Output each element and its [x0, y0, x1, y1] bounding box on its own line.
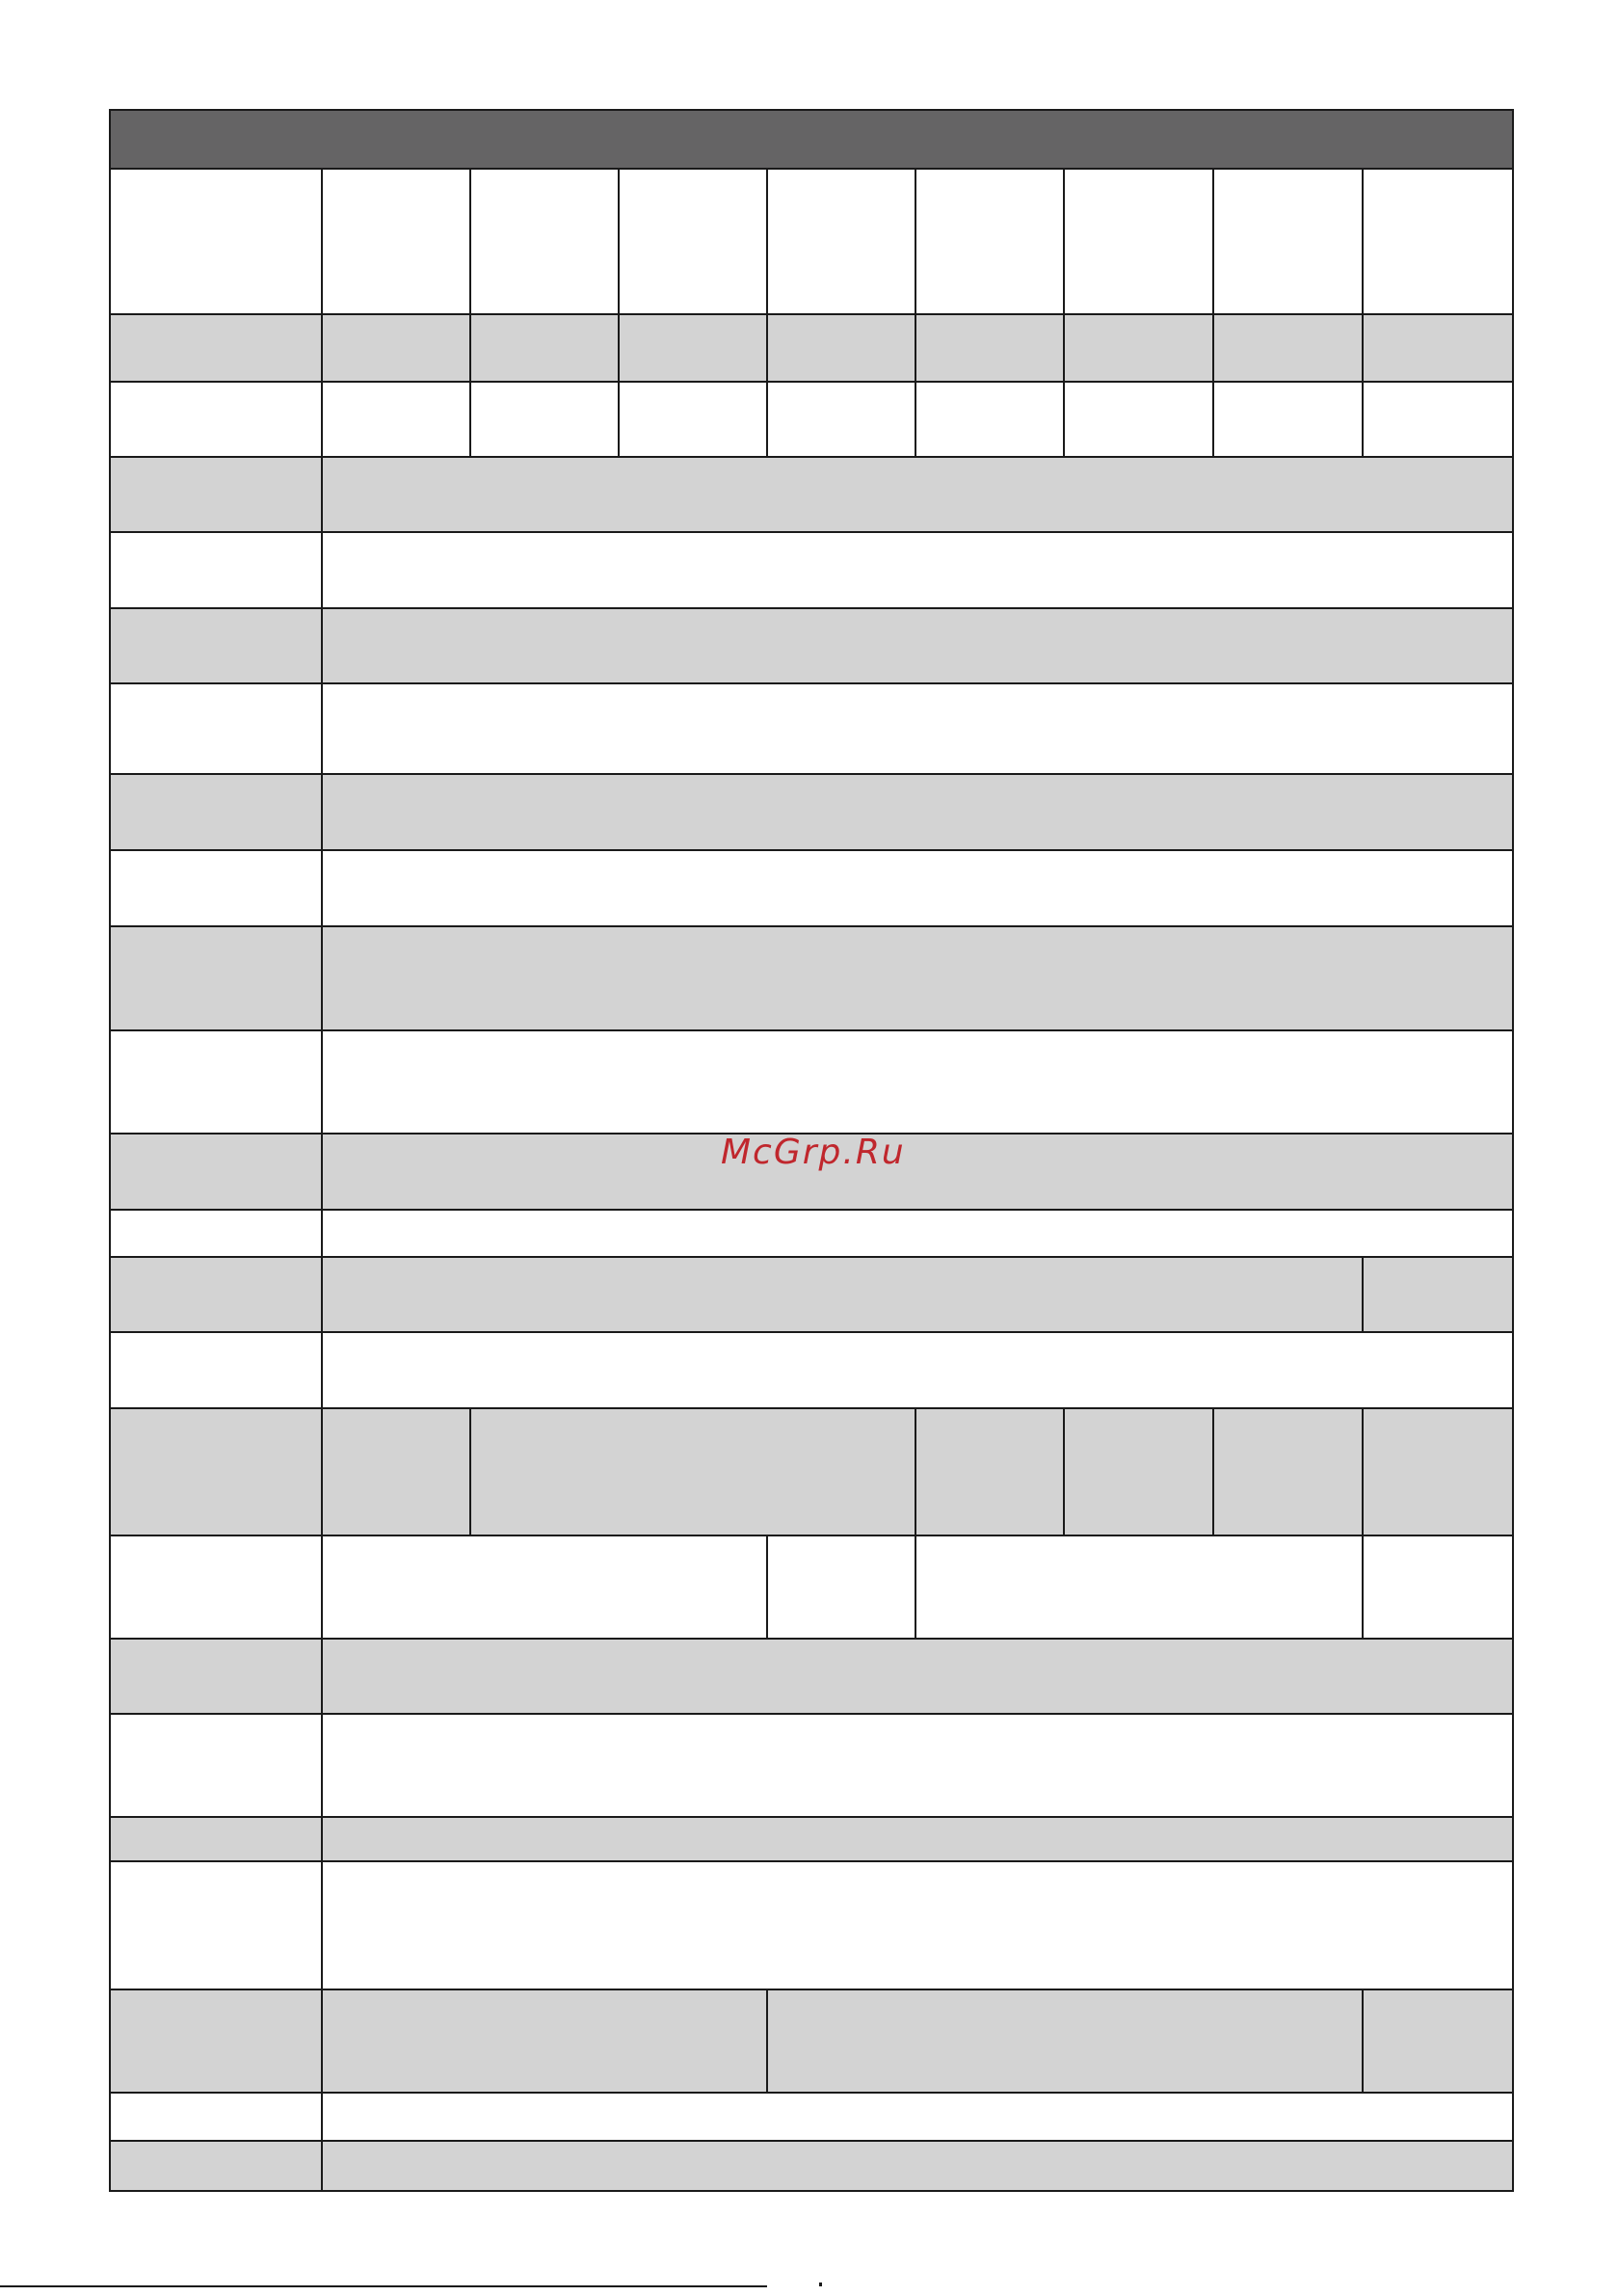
table-cell	[322, 1332, 1513, 1408]
table-cell	[619, 382, 767, 457]
table-row	[110, 1714, 1513, 1817]
row-label-cell	[110, 532, 322, 608]
row-label-cell	[110, 774, 322, 850]
watermark-text: McGrp.Ru	[721, 1133, 906, 1172]
table-cell	[1064, 314, 1213, 381]
table-row	[110, 1210, 1513, 1257]
row-label-cell	[110, 1989, 322, 2092]
table-cell	[1064, 1408, 1213, 1535]
row-label-cell	[110, 457, 322, 532]
row-label-cell	[110, 683, 322, 774]
table-cell	[767, 1989, 1363, 2092]
table-cell	[915, 1535, 1363, 1639]
row-label-cell	[110, 1030, 322, 1134]
table-cell	[322, 2093, 1513, 2141]
table-cell	[470, 169, 619, 314]
row-label-cell	[110, 1817, 322, 1861]
table-cell	[322, 1989, 767, 2092]
row-label-cell	[110, 2141, 322, 2191]
table-cell	[767, 1535, 915, 1639]
table-cell	[470, 382, 619, 457]
table-cell	[1064, 382, 1213, 457]
table-cell	[322, 457, 1513, 532]
table-row	[110, 1030, 1513, 1134]
table-cell	[1363, 1989, 1513, 2092]
table-cell	[322, 1861, 1513, 1989]
row-label-cell	[110, 1257, 322, 1332]
table-cell	[322, 532, 1513, 608]
table-cell	[1213, 314, 1363, 381]
table-row	[110, 457, 1513, 532]
table-cell	[1213, 1408, 1363, 1535]
table-row	[110, 532, 1513, 608]
row-label-cell	[110, 1714, 322, 1817]
row-label-cell	[110, 1861, 322, 1989]
table-cell	[915, 169, 1064, 314]
footer-mark	[819, 2283, 822, 2286]
table-cell	[322, 683, 1513, 774]
table-cell	[619, 169, 767, 314]
table-cell	[322, 1257, 1363, 1332]
table-row	[110, 1989, 1513, 2092]
table-cell	[1363, 382, 1513, 457]
table-cell	[1363, 1408, 1513, 1535]
table-cell	[1213, 169, 1363, 314]
table-cell	[322, 1030, 1513, 1134]
table-row	[110, 850, 1513, 925]
row-label-cell	[110, 169, 322, 314]
table-cell	[915, 382, 1064, 457]
table-row	[110, 1535, 1513, 1639]
table-row	[110, 2141, 1513, 2191]
table-header-band	[110, 110, 1513, 169]
table-cell	[1363, 1257, 1513, 1332]
table-cell	[322, 314, 470, 381]
table-row	[110, 1257, 1513, 1332]
table-cell	[619, 314, 767, 381]
table-row	[110, 382, 1513, 457]
table-cell	[322, 1134, 1513, 1210]
header-cell	[110, 110, 1513, 169]
table-cell	[1064, 169, 1213, 314]
table-cell	[767, 314, 915, 381]
row-label-cell	[110, 850, 322, 925]
table-row	[110, 1639, 1513, 1714]
table-row	[110, 1408, 1513, 1535]
row-label-cell	[110, 926, 322, 1030]
table-row	[110, 169, 1513, 314]
footer-divider	[0, 2285, 767, 2287]
table-cell	[1213, 382, 1363, 457]
row-label-cell	[110, 382, 322, 457]
table-cell	[767, 169, 915, 314]
table-cell	[322, 1210, 1513, 1257]
row-label-cell	[110, 1210, 322, 1257]
table-cell	[322, 2141, 1513, 2191]
table-row	[110, 1817, 1513, 1861]
table-cell	[470, 1408, 915, 1535]
row-label-cell	[110, 1535, 322, 1639]
table-cell	[322, 926, 1513, 1030]
row-label-cell	[110, 1134, 322, 1210]
table-row	[110, 608, 1513, 683]
table-cell	[322, 169, 470, 314]
table-cell	[915, 314, 1064, 381]
table-cell	[322, 1714, 1513, 1817]
table-cell	[1363, 169, 1513, 314]
table-cell	[1363, 1535, 1513, 1639]
table-cell	[767, 382, 915, 457]
row-label-cell	[110, 1639, 322, 1714]
row-label-cell	[110, 1408, 322, 1535]
table-cell	[470, 314, 619, 381]
row-label-cell	[110, 1332, 322, 1408]
row-label-cell	[110, 2093, 322, 2141]
table-row	[110, 1332, 1513, 1408]
table-cell	[322, 850, 1513, 925]
table-cell	[322, 1639, 1513, 1714]
table-cell	[322, 1817, 1513, 1861]
table-row	[110, 774, 1513, 850]
table-cell	[322, 608, 1513, 683]
table-row	[110, 314, 1513, 381]
row-label-cell	[110, 314, 322, 381]
table-row	[110, 926, 1513, 1030]
table-cell	[915, 1408, 1064, 1535]
table-cell	[1363, 314, 1513, 381]
table-row	[110, 683, 1513, 774]
table-cell	[322, 382, 470, 457]
row-label-cell	[110, 608, 322, 683]
table-row	[110, 2093, 1513, 2141]
table-row	[110, 1861, 1513, 1989]
table-cell	[322, 1535, 767, 1639]
table-cell	[322, 774, 1513, 850]
table-cell	[322, 1408, 470, 1535]
